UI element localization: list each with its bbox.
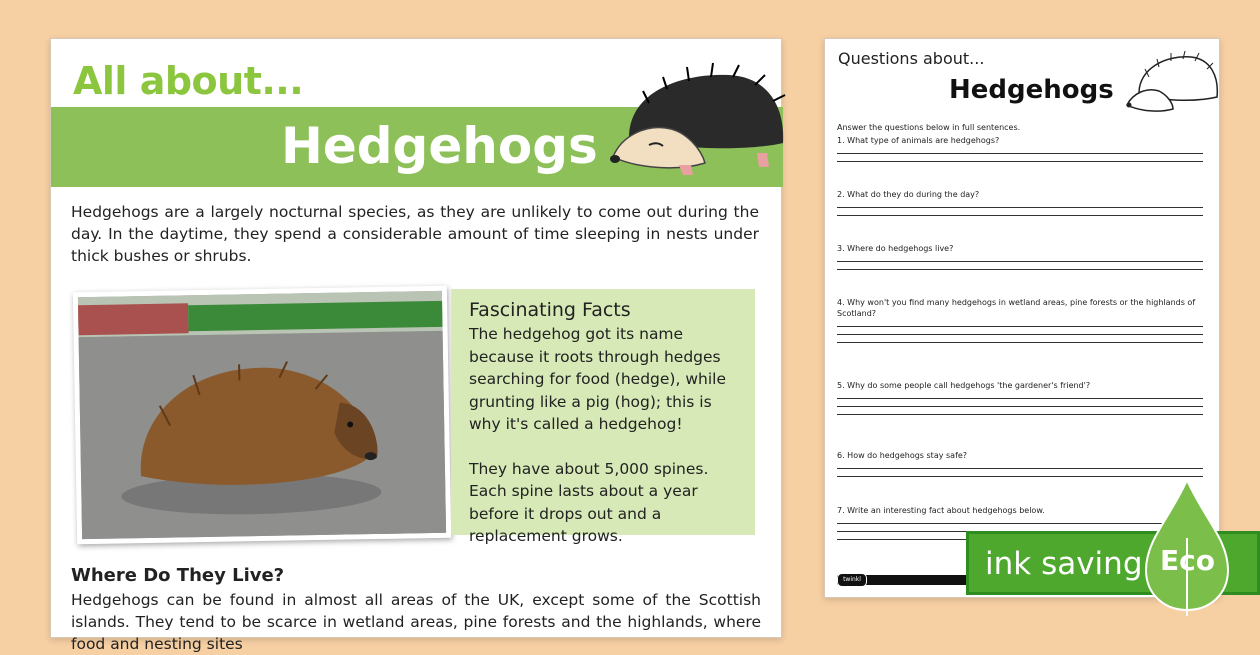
question-text: 7. Write an interesting fact about hedgehogs below. xyxy=(837,505,1207,516)
facts-paragraph-1: The hedgehog got its name because it roots through hedges searching for food (hedge), while grunting like a pig (hog); this is why it's called a hedgehog! xyxy=(469,323,737,436)
answer-line[interactable] xyxy=(837,326,1203,327)
facts-paragraph-2: They have about 5,000 spines. Each spine lasts about a year before it drops out and a replacement grows. xyxy=(469,458,737,548)
question-1 xyxy=(837,135,1207,162)
where-they-live-text: Hedgehogs can be found in almost all areas of the UK, except some of the Scottish islands. They tend to be scarce in wetland areas, pine forests and the highlands, where food and nesting sites xyxy=(71,589,761,655)
question-text: 2. What do they do during the day? xyxy=(837,189,1207,200)
twinkl-logo: twinkl xyxy=(837,573,867,587)
question-4 xyxy=(837,297,1207,343)
question-text: 5. Why do some people call hedgehogs 'the gardener's friend'? xyxy=(837,380,1207,391)
question-text: 1. What type of animals are hedgehogs? xyxy=(837,135,1207,146)
question-5 xyxy=(837,380,1207,415)
where-they-live-heading: Where Do They Live? xyxy=(71,565,284,586)
answer-line[interactable] xyxy=(837,153,1203,154)
eco-label: Eco xyxy=(1160,544,1215,577)
answer-line[interactable] xyxy=(837,161,1203,162)
questions-title: Hedgehogs xyxy=(949,75,1114,105)
answer-line[interactable] xyxy=(837,334,1203,335)
ink-saving-label: ink saving xyxy=(985,546,1143,582)
answer-line[interactable] xyxy=(837,398,1203,399)
question-6 xyxy=(837,450,1207,477)
questions-kicker: Questions about... xyxy=(838,49,984,68)
fact-sheet xyxy=(50,38,782,638)
intro-paragraph: Hedgehogs are a largely nocturnal species, as they are unlikely to come out during the day. In the daytime, they spend a considerable amount of time sleeping in nests under thick bushes or shrubs. xyxy=(71,201,759,267)
question-3 xyxy=(837,243,1207,270)
fascinating-facts-box xyxy=(451,289,755,535)
answer-line[interactable] xyxy=(837,207,1203,208)
hedgehog-photo xyxy=(73,286,451,544)
answer-line[interactable] xyxy=(837,342,1203,343)
answer-line[interactable] xyxy=(837,468,1203,469)
answer-line[interactable] xyxy=(837,261,1203,262)
answer-line[interactable] xyxy=(837,215,1203,216)
hedgehog-cartoon-icon xyxy=(609,53,787,175)
hedgehog-outline-icon xyxy=(1125,47,1221,113)
questions-instruction: Answer the questions below in full sentences. xyxy=(837,123,1020,132)
question-text: 6. How do hedgehogs stay safe? xyxy=(837,450,1207,461)
answer-line[interactable] xyxy=(837,269,1203,270)
sheet-kicker: All about... xyxy=(73,59,303,103)
answer-line[interactable] xyxy=(837,476,1203,477)
facts-title: Fascinating Facts xyxy=(469,299,737,321)
question-text: 3. Where do hedgehogs live? xyxy=(837,243,1207,254)
question-text: 4. Why won't you find many hedgehogs in wetland areas, pine forests or the highlands of Scotland? xyxy=(837,297,1207,319)
answer-line[interactable] xyxy=(837,406,1203,407)
answer-line[interactable] xyxy=(837,414,1203,415)
sheet-title: Hedgehogs xyxy=(281,117,598,175)
question-2 xyxy=(837,189,1207,216)
